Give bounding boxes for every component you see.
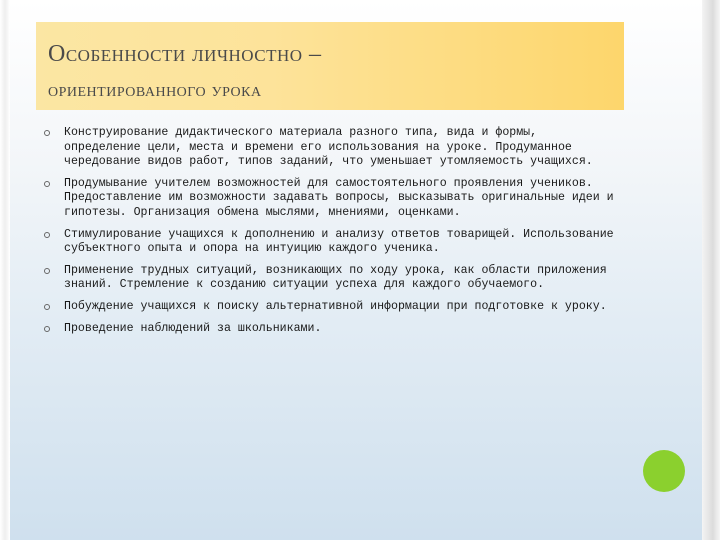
slide-title-line-2: ориентированного урока	[48, 79, 262, 101]
list-item-text: Стимулирование учащихся к дополнению и анализу ответов товарищей. Использование субъектного опыта и опора на интуицию каждого ученика.	[64, 227, 614, 256]
slide-title-band	[36, 22, 624, 110]
list-item	[40, 126, 620, 170]
decorative-green-circle	[643, 450, 685, 492]
list-item	[40, 264, 620, 293]
list-item	[40, 177, 620, 221]
circle-bullet-icon	[44, 326, 50, 332]
circle-bullet-icon	[44, 232, 50, 238]
circle-bullet-icon	[44, 130, 50, 136]
list-item-text: Применение трудных ситуаций, возникающих по ходу урока, как области приложения знаний. Стремление к созданию ситуации успеха для каждого обучаемого.	[64, 263, 607, 292]
list-item	[40, 300, 620, 315]
circle-bullet-icon	[44, 304, 50, 310]
right-edge-decoration	[702, 0, 720, 540]
circle-bullet-icon	[44, 181, 50, 187]
slide-title-line-1: Особенности личностно –	[48, 41, 322, 67]
list-item	[40, 228, 620, 257]
list-item-text: Конструирование дидактического материала разного типа, вида и формы, определение цели, места и времени его использования на уроке. Продуманное чередование видов работ, типов заданий, что уменьшает утомляемость учащихся.	[64, 126, 593, 169]
bullet-list	[40, 126, 620, 343]
list-item-text: Продумывание учителем возможностей для самостоятельного проявления учеников. Предоставление им возможности задавать вопросы, высказывать оригинальные идеи и гипотезы. Организация обмена мыслями, мнениями, оценками.	[64, 176, 614, 219]
list-item-text: Побуждение учащихся к поиску альтернативной информации при подготовке к уроку.	[64, 299, 607, 313]
circle-bullet-icon	[44, 268, 50, 274]
list-item-text: Проведение наблюдений за школьниками.	[64, 321, 322, 335]
list-item	[40, 322, 620, 337]
left-edge-decoration	[0, 0, 10, 540]
